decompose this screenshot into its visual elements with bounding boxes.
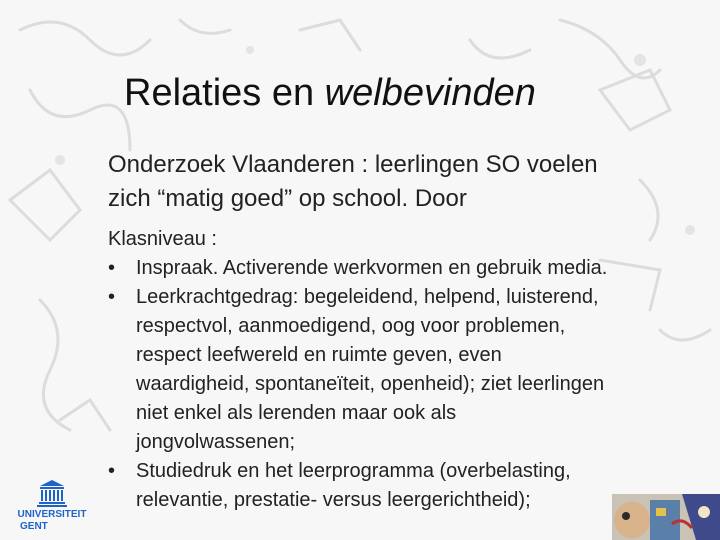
intro-paragraph	[108, 148, 708, 216]
title-italic: welbevinden	[324, 72, 536, 114]
title-plain: Relaties en	[124, 72, 325, 114]
intro-line: zich “matig goed” op school. Door	[108, 185, 467, 212]
bullet-line: Leerkrachtgedrag: begeleidend, helpend, luisterend,	[136, 286, 599, 308]
corner-illustration	[612, 494, 720, 540]
bullet-item	[108, 283, 714, 457]
bullet-line: relevantie, prestatie- versus leergerichtheid);	[136, 489, 531, 511]
slide-title	[124, 68, 536, 118]
bullet-list	[108, 254, 714, 515]
bullet-item	[108, 254, 714, 283]
bullet-line: waardigheid, spontaneïteit, openheid); ziet leerlingen	[136, 373, 605, 395]
bullet-line: jongvolwassenen;	[136, 431, 295, 453]
bullet-line: Inspraak. Activerende werkvormen en gebruik media.	[136, 257, 608, 279]
bullet-line: respectvol, aanmoedigend, oog voor problemen,	[136, 315, 566, 337]
intro-line: Onderzoek Vlaanderen : leerlingen SO voelen	[108, 151, 598, 178]
bullet-dot: •	[108, 286, 116, 308]
building-icon	[16, 478, 88, 508]
subheading: Klasniveau :	[108, 228, 217, 250]
bullet-line: respect leefwereld en ruimte geven, even	[136, 344, 502, 366]
bullet-dot: •	[108, 257, 116, 279]
bullet-line: Studiedruk en het leerprogramma (overbelasting,	[136, 460, 571, 482]
university-logo	[16, 478, 88, 534]
logo-text-line2: GENT	[20, 521, 48, 532]
bullet-dot: •	[108, 460, 116, 482]
bullet-line: niet enkel als lerenden maar ook als	[136, 402, 457, 424]
logo-text-line1: UNIVERSITEIT	[17, 509, 87, 520]
